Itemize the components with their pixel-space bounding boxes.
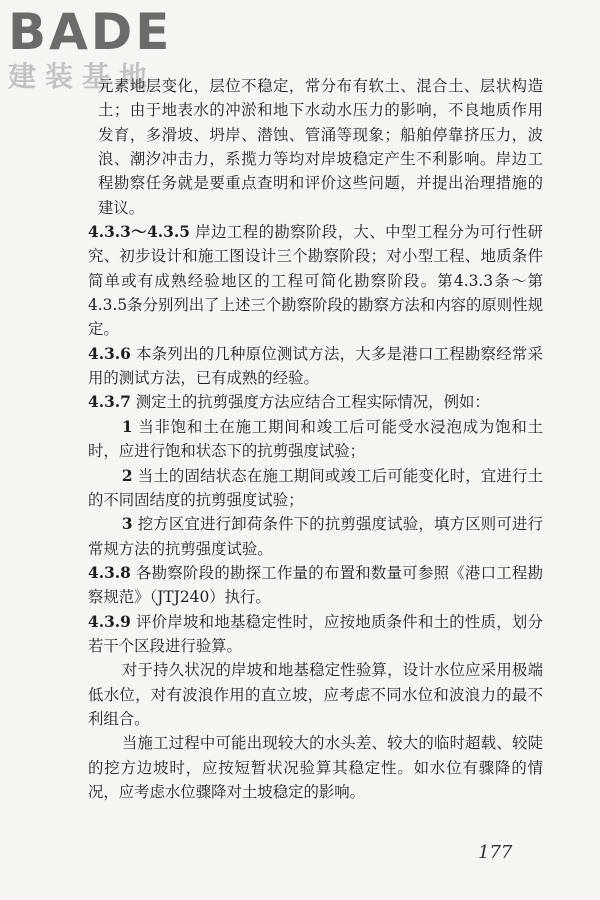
- section-4-3-3: [88, 220, 543, 342]
- paragraph: [88, 731, 543, 804]
- logo-subtitle: 建装基地: [8, 60, 157, 93]
- section-4-3-6: [88, 342, 543, 391]
- list-item: [88, 415, 543, 464]
- paragraph-text: 本条列出的几种原位测试方法，大多是港口工程勘察经常采用的测试方法，已有成熟的经验。: [88, 344, 543, 388]
- section-4-3-7: [88, 390, 543, 414]
- item-number: 3: [121, 515, 133, 534]
- paragraph-text: 各勘察阶段的勘探工作量的布置和数量可参照《港口工程勘察规范》（JTJ240）执行。: [88, 563, 543, 607]
- item-number: 2: [121, 466, 133, 485]
- list-item: [88, 464, 543, 513]
- section-number: 4.3.9: [88, 612, 131, 631]
- paragraph-text: 挖方区宜进行卸荷条件下的抗剪强度试验，填方区则可进行常规方法的抗剪强度试验。: [88, 515, 543, 558]
- paragraph-intro: [88, 74, 543, 220]
- section-4-3-9: [88, 610, 543, 659]
- section-4-3-8: [88, 561, 543, 610]
- list-item: [88, 512, 543, 561]
- document-body: [88, 74, 543, 804]
- paragraph-text: 当施工过程中可能出现较大的水头差、较大的临时超载、较陡的挖方边坡时，应按短暂状况验算其稳定性。如水位有骤降的情况，应考虑水位骤降对土坡稳定的影响。: [88, 734, 543, 801]
- paragraph-text: 对于持久状况的岸坡和地基稳定性验算，设计水位应采用极端低水位，对有波浪作用的直立坡，应考虑不同水位和波浪力的最不利组合。: [88, 661, 543, 728]
- paragraph-text: 当土的固结状态在施工期间或竣工后可能变化时，宜进行土的不同固结度的抗剪强度试验；: [88, 466, 543, 509]
- section-number: 4.3.6: [88, 344, 131, 363]
- logo-word: BADE: [8, 3, 173, 61]
- paragraph-text: 元素地层变化，层位不稳定，常分布有软土、混合土、层状构造土；由于地表水的冲淤和地下水动水压力的影响，不良地质作用发育，多滑坡、坍岸、潜蚀、管涌等现象；船舶停靠挤压力，波浪、潮汐冲击力，系揽力等均对岸坡稳定产生不利影响。岸边工程勘察任务就是要重点查明和评价这些问题，并提出治理措施的建议。: [98, 77, 543, 217]
- paragraph: [88, 658, 543, 731]
- item-number: 1: [121, 417, 133, 436]
- paragraph-text: 当非饱和土在施工期间和竣工后可能受水浸泡成为饱和土时，应进行饱和状态下的抗剪强度试验；: [88, 417, 543, 461]
- paragraph-text: 岸边工程的勘察阶段，大、中型工程分为可行性研究、初步设计和施工图设计三个勘察阶段；对小型工程、地质条件简单或有成熟经验地区的工程可简化勘察阶段。第4.3.3条～第4.3.5条分别列出了上述三个勘察阶段的勘察方法和内容的原则性规定。: [88, 223, 543, 339]
- section-number: 4.3.7: [88, 393, 131, 412]
- section-number: 4.3.3～4.3.5: [88, 223, 190, 242]
- paragraph-text: 评价岸坡和地基稳定性时，应按地质条件和土的性质，划分若干个区段进行验算。: [88, 612, 543, 655]
- paragraph-text: 测定土的抗剪强度方法应结合工程实际情况，例如：: [135, 393, 490, 412]
- page-number: 177: [478, 842, 513, 863]
- section-number: 4.3.8: [88, 563, 131, 582]
